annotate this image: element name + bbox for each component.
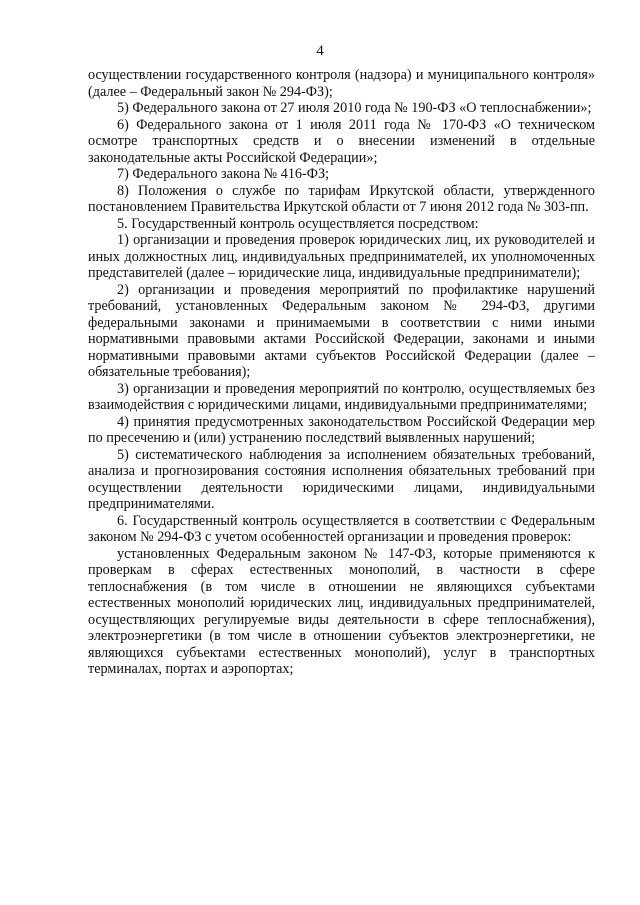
paragraph: 1) организации и проведения проверок юридических лиц, их руководителей и иных должностных лиц, индивидуальных предпринимателей, их уполномоченных представителей (далее – юридические лица, индивидуальные предприниматели); [88,232,595,281]
paragraph: 5) Федерального закона от 27 июля 2010 года № 190-ФЗ «О теплоснабжении»; [117,100,592,116]
paragraph: 6) Федерального закона от 1 июля 2011 года № 170-ФЗ «О техническом осмотре транспортных средств и о внесении изменений в отдельные законодательные акты Российской Федерации»; [88,116,595,166]
paragraph: 5) систематического наблюдения за исполнением обязательных требований, анализа и прогнозирования состояния исполнения обязательных требований при осуществлении деятельности юридическими лицами, индивидуальными предпринимателями. [88,446,595,512]
document-body [88,67,595,678]
paragraph: 8) Положения о службе по тарифам Иркутской области, утвержденного постановлением Правительства Иркутской области от 7 июня 2012 года № 303-пп. [88,182,595,215]
paragraph: 3) организации и проведения мероприятий по контролю, осуществляемых без взаимодействия с юридическими лицами, индивидуальными предпринимателями; [88,380,595,413]
paragraph: 2) организации и проведения мероприятий по профилактике нарушений требований, установленных Федеральным законом № 294-ФЗ, другими федеральными законами и принимаемыми в соответствии с ними иными нормативными правовыми актами Российской Федерации, законами и иными нормативными правовыми актами субъектов Российской Федерации (далее – обязательные требования); [88,281,595,380]
paragraph: 6. Государственный контроль осуществляется в соответствии с Федеральным законом № 294-ФЗ с учетом особенностей организации и проведения проверок: [88,512,595,545]
paragraph: 4) принятия предусмотренных законодательством Российской Федерации мер по пресечению и (или) устранению последствий выявленных нарушений; [88,413,595,446]
paragraph: 5. Государственный контроль осуществляется посредством: [117,215,479,232]
paragraph: осуществлении государственного контроля (надзора) и муниципального контроля» (далее – Федеральный закон № 294-ФЗ); [88,67,595,100]
paragraph: установленных Федеральным законом № 147-ФЗ, которые применяются к проверкам в сферах естественных монополий, в частности в сфере теплоснабжения (в том числе в отношении не являющихся субъектами естественных монополий юридических лиц, индивидуальных предпринимателей, осуществляющих регулируемые виды деятельности в сфере теплоснабжения), электроэнергетики (в том числе в отношении субъектов электроэнергетики, не являющихся субъектами естественных монополий), услуг в транспортных терминалах, портах и аэропортах; [88,545,595,677]
paragraph: 7) Федерального закона № 416-ФЗ; [117,166,330,182]
page-number: 4 [316,43,324,59]
